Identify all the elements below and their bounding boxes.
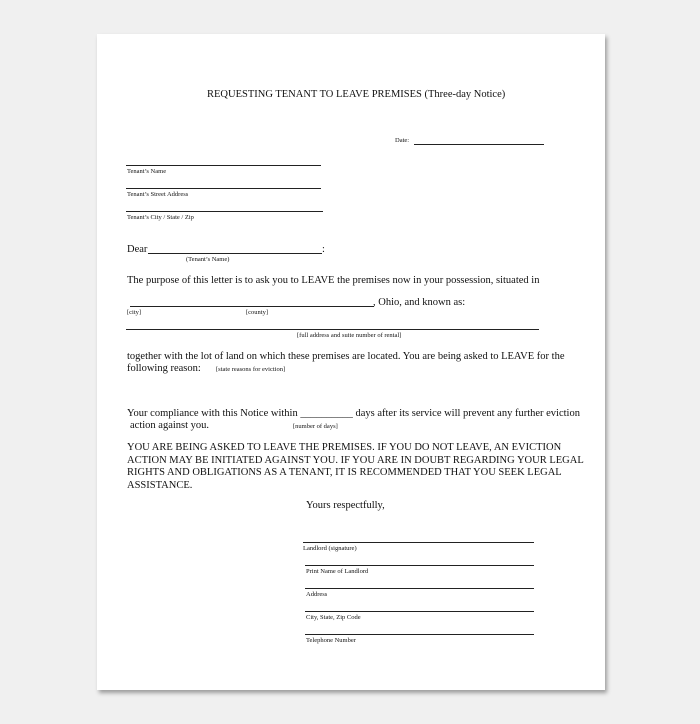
greeting-name-caption: (Tenant’s Name) xyxy=(186,256,230,263)
days-blank[interactable]: __________ xyxy=(300,408,353,419)
greeting-colon: : xyxy=(322,244,325,255)
telephone-caption: Telephone Number xyxy=(306,637,356,644)
tenant-street-caption: Tenant’s Street Address xyxy=(127,191,189,198)
warning-line-1: YOU ARE BEING ASKED TO LEAVE THE PREMISES. IF YOU DO NOT LEAVE, AN EVICTION xyxy=(127,442,562,453)
landlord-city-line[interactable] xyxy=(305,611,534,612)
landlord-address-line[interactable] xyxy=(305,588,534,589)
compliance-line-1 xyxy=(127,408,580,420)
warning-line-3: RIGHTS AND OBLIGATIONS AS A TENANT, IT IS RECOMMENDED THAT YOU SEEK LEGAL xyxy=(127,467,562,478)
warning-line-4: ASSISTANCE. xyxy=(127,479,193,491)
landlord-city-caption: City, State, Zip Code xyxy=(306,614,361,621)
tenant-city-caption: Tenant’s City / State / Zip xyxy=(127,214,194,221)
tenant-name-caption: Tenant’s Name xyxy=(127,168,167,175)
print-name-caption: Print Name of Landlord xyxy=(306,568,369,575)
warning-line-2: ACTION MAY BE INITIATED AGAINST YOU. IF YOU ARE IN DOUBT REGARDING YOUR LEGAL xyxy=(127,454,584,466)
city-caption: [city] xyxy=(127,309,142,316)
document-page xyxy=(97,34,605,690)
landlord-signature-caption: Landlord (signature) xyxy=(303,545,357,552)
print-name-line[interactable] xyxy=(305,565,534,566)
full-address-line[interactable] xyxy=(126,329,539,330)
tenant-city-line[interactable] xyxy=(126,211,323,212)
days-caption: [number of days] xyxy=(293,423,338,430)
tenant-street-line[interactable] xyxy=(126,188,321,189)
address-caption: [full address and suite number of rental] xyxy=(297,332,402,339)
greeting-name-line[interactable] xyxy=(148,253,322,254)
county-caption: [county] xyxy=(246,309,269,316)
notice-title: REQUESTING TENANT TO LEAVE PREMISES (Three-day Notice) xyxy=(207,89,506,100)
reason-line-2: following reason: xyxy=(127,363,201,374)
landlord-address-caption: Address xyxy=(306,591,328,598)
ohio-text: , Ohio, and known as: xyxy=(373,297,466,308)
city-county-line[interactable] xyxy=(130,306,374,307)
reason-caption: [state reasons for eviction] xyxy=(216,366,286,373)
tenant-name-line[interactable] xyxy=(126,165,321,166)
landlord-signature-line[interactable] xyxy=(303,542,534,543)
telephone-line[interactable] xyxy=(305,634,534,635)
closing-text: Yours respectfully, xyxy=(306,500,385,511)
date-line[interactable] xyxy=(414,144,544,145)
reason-line-1: together with the lot of land on which these premises are located. You are being asked to LEAVE for the xyxy=(127,351,565,362)
purpose-text: The purpose of this letter is to ask you to LEAVE the premises now in your possession, situated in xyxy=(127,275,540,286)
compliance-text-a: Your compliance with this Notice within xyxy=(127,408,298,419)
compliance-text-b: days after its service will prevent any further eviction xyxy=(355,408,580,419)
greeting-dear: Dear xyxy=(127,244,148,255)
compliance-line-2: action against you. xyxy=(130,420,210,431)
date-label: Date: xyxy=(395,137,410,144)
